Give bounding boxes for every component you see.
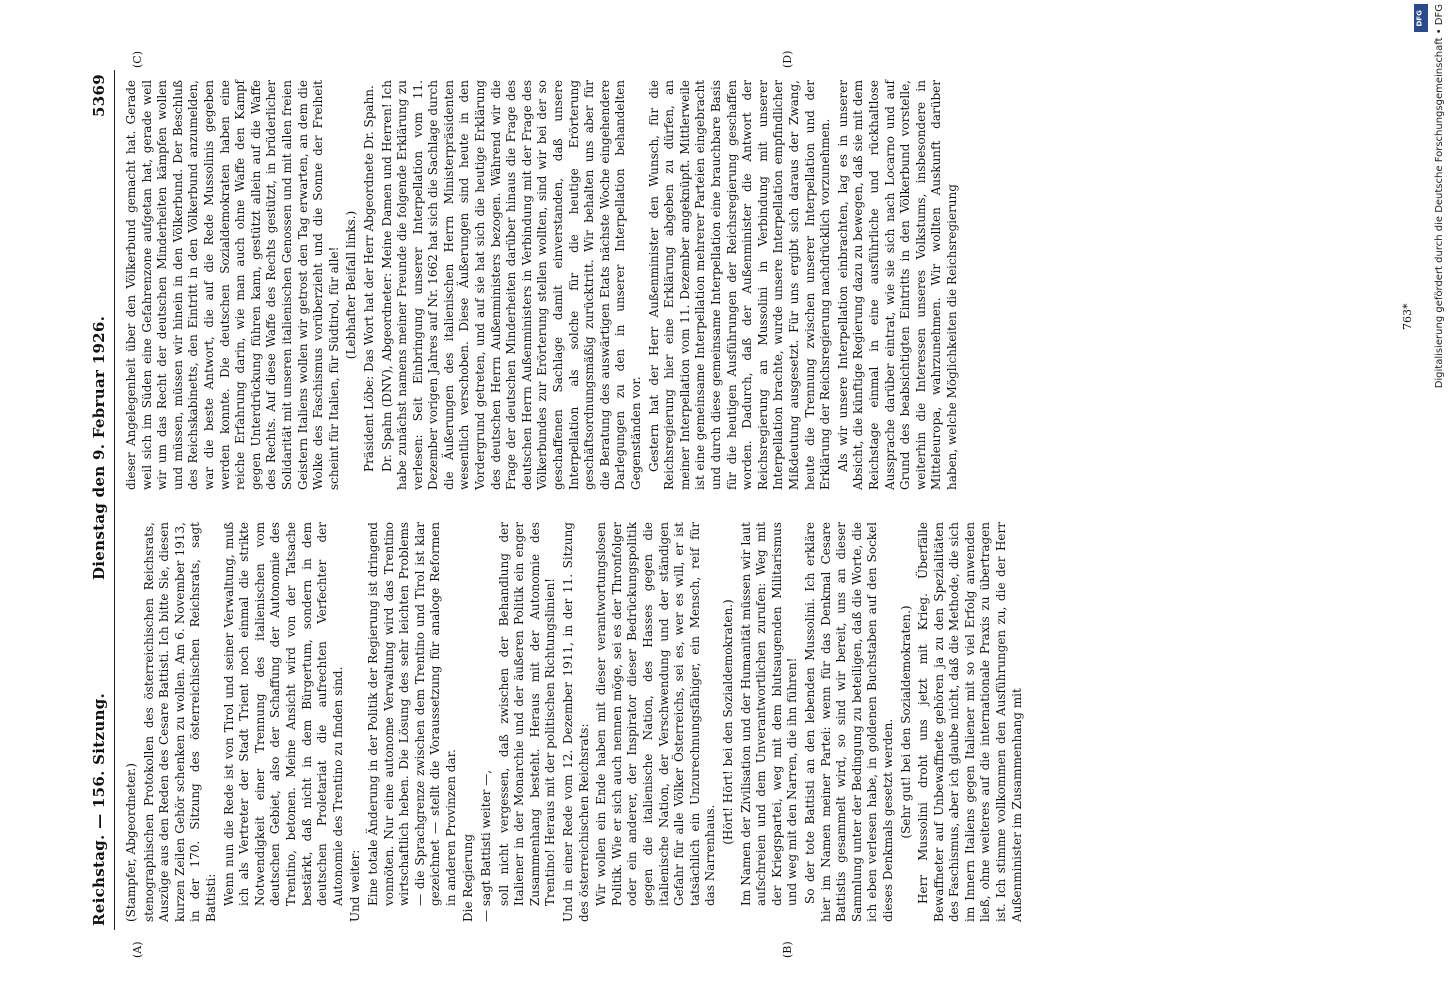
paragraph: (Lebhafter Beifall links.) xyxy=(344,210,359,360)
attribution-text: Digitalisierung gefördert durch die Deutsche Forschungsgemeinschaft • DFG xyxy=(1434,4,1445,389)
paragraph: Die Regierung xyxy=(461,833,476,922)
paragraph: Gestern hat der Herr Außenminister den Wunsch, für die Reichsregierung hier eine Erklärung abgeben zu dürfen, an meiner Interpellation vom 11. Dezember angeknüpft. Mittlerweile ist eine gemeinsame Interpellation mehrerer Parteien eingebracht und durch diese gemeinsame Interpellation eine brauchbare Basis für die heutigen Ausführungen der Reichsregierung geschaffen worden. Dadurch, daß der Außenminister die Antwort der Reichsregierung an Mussolini in Verbindung mit unserer Interpellation brachte, wurde unsere Interpellation empfindlicher Mißdeutung ausgesetzt. Für uns ergibt sich daraus der Zwang, heute die Trennung zwischen unserer Interpellation und der Erklärung der Reichsregierung nachdrücklich vorzunehmen. xyxy=(646,80,833,490)
page-header xyxy=(90,70,115,930)
paragraph: (Hört! Hört! bei den Sozialdemokraten.) xyxy=(720,599,735,845)
paragraph: Eine totale Änderung in der Politik der Regierung ist dringend vonnöten. Nur eine autonome Verwaltung wird das Trentino wirtschaftlich heben. Die Lösung des sehr leichten Problems — die Sprachgrenze zwischen dem Trentino und Tirol ist klar gezeichnet — stellt die Voraussetzung für analoge Reformen in anderen Provinzen dar. xyxy=(365,522,458,906)
attribution-strip xyxy=(1414,4,1445,934)
margin-mark-d: (D) xyxy=(781,50,794,68)
paragraph: So der tote Battisti an den lebenden Mussolini. Ich erkläre hier im Namen meiner Partei: wenn für das Denkmal Cesare Battistis gesammelt wird, so sind wir bereit, uns an dieser Sammlung unter der Bedingung zu beteiligen, daß die Worte, die ich eben verlesen habe, in goldenen Buchstaben auf den Sockel dieses Denkmals gesetzt werden. xyxy=(802,522,895,922)
margin-mark-c: (C) xyxy=(131,51,144,68)
margin-mark-b: (B) xyxy=(781,941,794,958)
paragraph: Wir wollen ein Ende haben mit dieser verantwortungslosen Politik. Wie er sich auch nennen möge, sei es der Thronfolger oder ein anderer, der Inspirator dieser Bedrückungspolitik gegen die italienische Nation, des Hasses gegen die italienische Nation, der Verschwendung und der ständigen Gefahr für alle Völker Österreichs, sei es, wer es will, er ist tatsächlich ein Unzurechnungsfähiger, ein Mensch, reif für das Narrenhaus. xyxy=(594,522,718,906)
paragraph: dieser Angelegenheit über den Völkerbund gemacht hat. Gerade weil sich im Süden eine Gefahrenzone aufgetan hat, gerade weil wir um das Recht der deutschen Minderheiten kämpfen wollen und müssen, müssen wir hinein in den Völkerbund. Der Beschluß des Reichskabinetts, den Eintritt in den Völkerbund anzumelden, war die beste Antwort, die auf die Rede Mussolinis gegeben werden konnte. Die deutschen Sozialdemokraten haben eine reiche Erfahrung darin, wie man auch ohne Waffe den Kampf gegen Unterdrückung führen kann, gestützt allein auf die Waffe des Rechts. Auf diese Waffe des Rechts gestützt, in brüderlicher Solidarität mit unseren italienischen Genossen und mit allen freien Geistern Italiens wollen wir getrost den Tag erwarten, an dem die Wolke des Faschismus vorüberzieht und die Sonne der Freiheit scheint für Italien, für Südtirol, für alle! xyxy=(124,80,341,490)
dfg-logo xyxy=(1414,4,1428,32)
paragraph: Wenn nun die Rede ist von Tirol und seiner Verwaltung, muß ich als Vertreter der Stadt Trient noch einmal die strikte Notwendigkeit einer Trennung des italienischen vom deutschen Gebiet, also der Schaffung der Autonomie des Trentino, betonen. Meine Ansicht wird von der Tatsache bestärkt, daß nicht in dem Bürgertum, sondern in dem deutschen Proletariat die aufrechten Verfechter der Autonomie des Trentino zu finden sind. xyxy=(221,522,345,906)
paragraph: soll nicht vergessen, daß zwischen der Behandlung der Italiener in der Monarchie und der äußeren Politik ein enger Zusammenhang besteht. Heraus mit der Autonomie des Trentino! Heraus mit der politischen Richtungslinien! xyxy=(496,522,558,906)
paragraph: Und weiter: xyxy=(348,849,363,922)
paragraph: Und in einer Rede vom 12. Dezember 1911, in der 11. Sitzung des österreichischen Reichsrats: xyxy=(561,522,591,922)
paragraph: Dr. Spahn (DNV), Abgeordneter: Meine Damen und Herren! Ich habe zunächst namens meiner Freunde die folgende Erklärung zu verlesen: Seit Einbringung unserer Interpellation vom 11. Dezember vorigen Jahres auf Nr. 1662 hat sich die Sachlage durch die Äußerungen des italienischen Herrn Ministerpräsidenten wesentlich verschoben. Diese Äußerungen sind heute in den Vordergrund getreten, und auf sie hat sich die heutige Erklärung des deutschen Herrn Außenministers bezogen. Während wir die Frage der deutschen Minderheiten darüber hinaus die Frage des deutschen Herrn Außenministers in Verbindung mit der Frage des Völkerbundes zur Erörterung stellen wollten, sind wir bei der so geschaffenen Sachlage damit einverstanden, daß unsere Interpellation als solche für die heutige Erörterung geschäftsordnungsmäßig zurücktritt. Wir behalten uns aber für die Beratung des auswärtigen Etats nächste Woche eingehendere Darlegungen zu den in unserer Interpellation behandelten Gegenständen vor. xyxy=(379,80,643,490)
dfg-logo-text: DFG xyxy=(1415,10,1424,27)
paragraph: Präsident Löbe: Das Wort hat der Herr Abgeordnete Dr. Spahn. xyxy=(361,85,376,472)
paragraph: — sagt Battisti weiter —, xyxy=(479,769,494,922)
left-column xyxy=(124,522,1027,922)
margin-mark-a: (A) xyxy=(131,941,144,958)
right-column xyxy=(124,80,962,490)
page-number: 5369 xyxy=(90,74,108,117)
paragraph: Im Namen der Zivilisation und der Humanität müssen wir laut aufschreien und dem Unverantwortlichen zurufen: Weg mit der Kriegspartei, weg mit dem blutsaugenden Militarismus und weg mit den Narren, die ihn führen! xyxy=(738,522,800,906)
header-date: Dienstag den 9. Februar 1926. xyxy=(90,315,108,580)
paragraph: Als wir unsere Interpellation einbrachten, lag es in unserer Absicht, die künftige Regierung dazu zu bewegen, daß sie mit dem Reichstage einmal in eine ausführliche und rückhaltlose Aussprache darüber eintrat, wie sie sich nach Locarno und auf Grund des beabsichtigten Eintritts in den Völkerbund vorstelle, weiterhin die Interessen unseres Volkstums, insbesondere in Mitteleuropa, wahrzunehmen. Wir wollten Auskunft darüber haben, welche Möglichkeiten die Reichsregierung xyxy=(835,80,959,490)
page-footer: 763* xyxy=(1401,303,1414,330)
paragraph: Herr Mussolini droht uns jetzt mit Krieg. Überfälle Bewaffneter auf Unbewaffnete gehören ja zu den Spezialitäten des Faschismus, aber ich glaube nicht, daß die Methode, die sich im Innern Italiens gegen Italiener mit so viel Erfolg anwenden ließ, ohne weiteres auf die internationale Praxis zu übertragen ist. Ich stimme vollkommen den Ausführungen zu, die der Herr Außenminister im Zusammenhang mit xyxy=(916,522,1024,922)
paragraph: stenographischen Protokollen des österreichischen Reichsrats, Auszüge aus den Reden des Cesare Battisti. Ich bitte Sie, diesen kurzen Zeilen Gehör schenken zu wollen. Am 6. November 1913, in der 170. Sitzung des österreichischen Reichsrats, sagt Battisti: xyxy=(141,522,218,922)
paragraph: (Sehr gut! bei den Sozialdemokraten.) xyxy=(898,605,913,839)
paragraph: (Stampfer, Abgeordneter.) xyxy=(124,763,138,922)
header-left: Reichstag. — 156. Sitzung. xyxy=(90,692,108,926)
newspaper-page xyxy=(90,50,1430,958)
